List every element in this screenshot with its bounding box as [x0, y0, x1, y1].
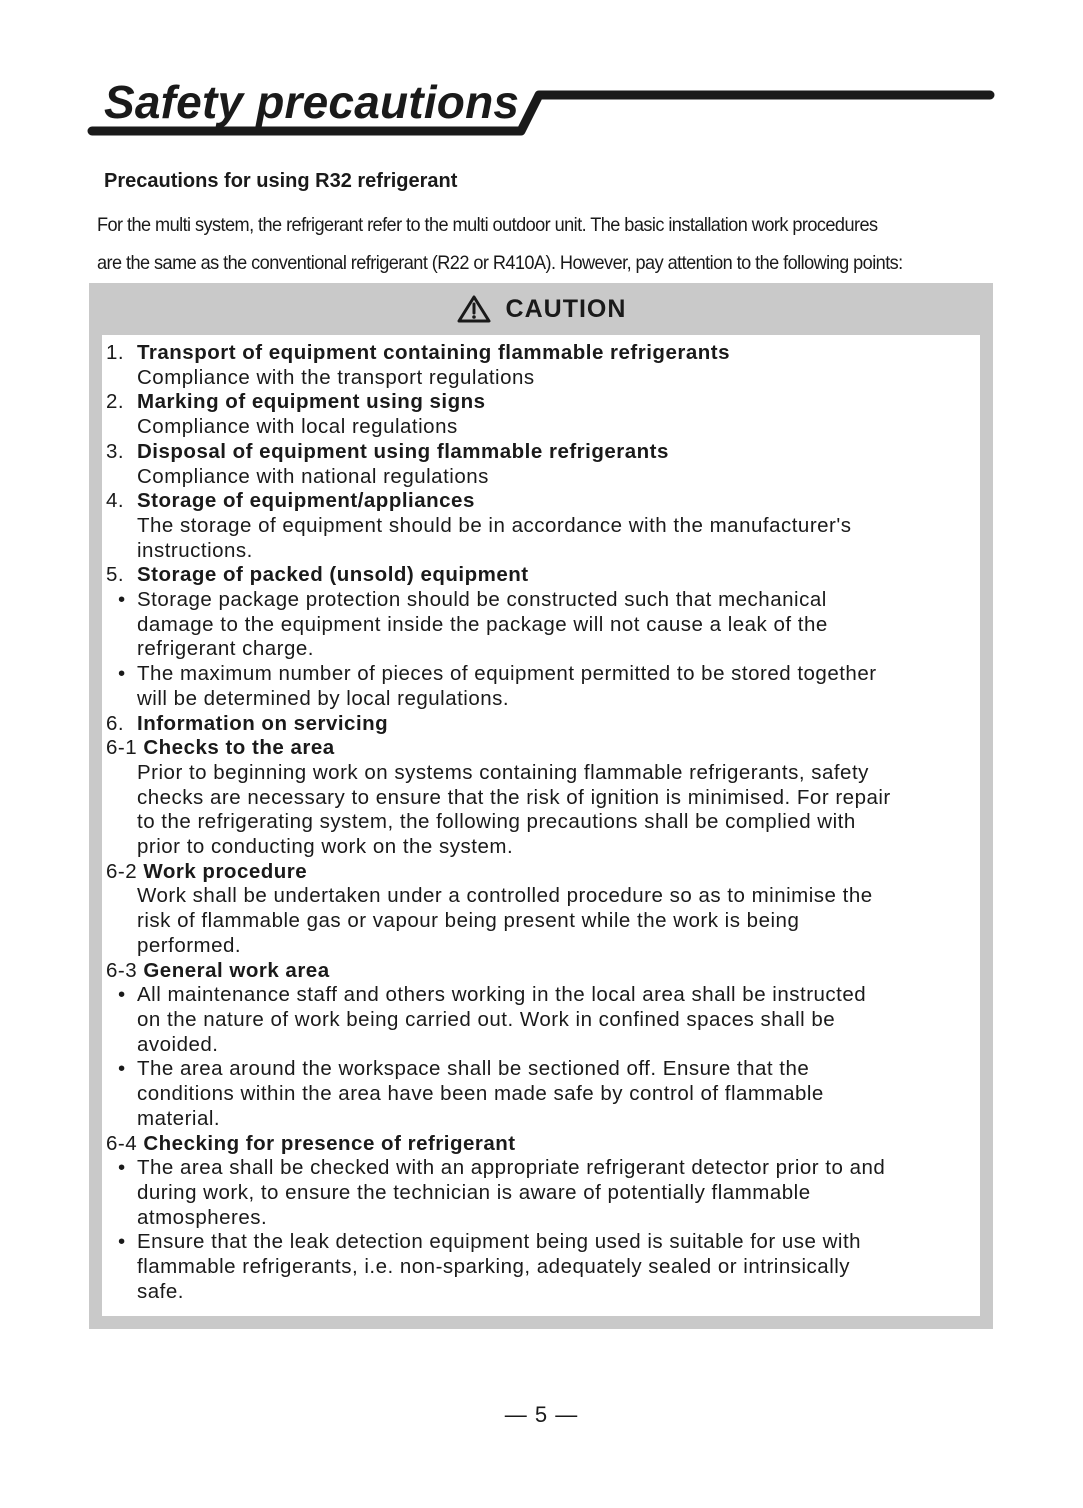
sub-item-heading [106, 1132, 976, 1157]
bullet-text: avoided. [137, 1032, 219, 1056]
sub-item-number: 6-4 [106, 1131, 138, 1155]
item-text: instructions. [137, 538, 253, 562]
bullet-icon: • [118, 983, 126, 1007]
precaution-list [106, 341, 976, 1304]
item-title: Storage of packed (unsold) equipment [137, 563, 529, 587]
bullet-item [106, 662, 976, 711]
item-title: Marking of equipment using signs [137, 390, 486, 414]
caution-box [89, 283, 993, 1329]
item-title: Storage of equipment/appliances [137, 489, 475, 513]
item-number: 2. [106, 390, 125, 414]
caution-label: CAUTION [505, 294, 627, 323]
bullet-text: during work, to ensure the technician is aware of potentially flammable [137, 1180, 811, 1204]
bullet-item [106, 1156, 976, 1230]
sub-item-number: 6-2 [106, 859, 138, 883]
intro-line: are the same as the conventional refrigerant (R22 or R410A). However, pay attention to the following points: [97, 252, 903, 274]
sub-item-text: risk of flammable gas or vapour being present while the work is being [137, 909, 800, 933]
item-text: Compliance with national regulations [137, 464, 489, 488]
item-text: Compliance with the transport regulations [137, 365, 535, 389]
bullet-item [106, 1230, 976, 1304]
list-item [106, 341, 976, 390]
item-number: 4. [106, 489, 125, 513]
sub-item-heading [106, 736, 976, 761]
bullet-icon: • [118, 1230, 126, 1254]
bullet-text: Ensure that the leak detection equipment being used is suitable for use with [137, 1230, 862, 1254]
bullet-icon: • [118, 662, 126, 686]
page-title: Safety precautions [104, 76, 520, 128]
bullet-text: flammable refrigerants, i.e. non-sparking, adequately sealed or intrinsically [137, 1255, 851, 1279]
caution-content [102, 335, 980, 1316]
sub-item-text: checks are necessary to ensure that the risk of ignition is minimised. For repair [137, 785, 891, 809]
list-item [106, 712, 976, 737]
bullet-icon: • [118, 1057, 126, 1081]
item-text: Compliance with local regulations [137, 415, 458, 439]
bullet-text: safe. [137, 1279, 184, 1303]
bullet-text: atmospheres. [137, 1205, 268, 1229]
bullet-text: damage to the equipment inside the package will not cause a leak of the [137, 612, 828, 636]
bullet-text: The area shall be checked with an appropriate refrigerant detector prior to and [137, 1156, 886, 1180]
list-item [106, 563, 976, 588]
bullet-text: The maximum number of pieces of equipment permitted to be stored together [137, 662, 877, 686]
item-number: 6. [106, 711, 125, 735]
item-title: Information on servicing [137, 711, 389, 735]
sub-item-heading [106, 860, 976, 885]
sub-item-title: Checking for presence of refrigerant [143, 1131, 516, 1155]
sub-item-title: Checks to the area [143, 736, 335, 760]
sub-item-body [106, 761, 976, 860]
sub-item-number: 6-1 [106, 736, 138, 760]
bullet-icon: • [118, 588, 126, 612]
bullet-text: on the nature of work being carried out. Work in confined spaces shall be [137, 1007, 836, 1031]
sub-item-title: General work area [143, 958, 330, 982]
item-title: Transport of equipment containing flammable refrigerants [137, 341, 730, 364]
sub-item-text: prior to conducting work on the system. [137, 835, 514, 859]
bullet-text: will be determined by local regulations. [137, 686, 510, 710]
page-number: — 5 — [504, 1402, 579, 1427]
sub-item-heading [106, 959, 976, 984]
caution-header [89, 283, 993, 335]
item-number: 3. [106, 439, 125, 463]
bullet-text: material. [137, 1106, 221, 1130]
bullet-text: The area around the workspace shall be sectioned off. Ensure that the [137, 1057, 810, 1081]
sub-item-text: Work shall be undertaken under a controlled procedure so as to minimise the [137, 884, 873, 908]
sub-item-number: 6-3 [106, 958, 138, 982]
sub-item-body [106, 884, 976, 958]
bullet-item [106, 588, 976, 662]
bullet-text: refrigerant charge. [137, 637, 315, 661]
bullet-text: All maintenance staff and others working in the local area shall be instructed [137, 983, 867, 1007]
bullet-text: Storage package protection should be constructed such that mechanical [137, 588, 827, 612]
sub-item-text: Prior to beginning work on systems containing flammable refrigerants, safety [137, 760, 869, 784]
intro-line: For the multi system, the refrigerant refer to the multi outdoor unit. The basic installation work procedures [97, 214, 878, 236]
item-number: 1. [106, 341, 125, 364]
item-text: The storage of equipment should be in accordance with the manufacturer's [137, 513, 852, 537]
sub-item-text: performed. [137, 933, 242, 957]
bullet-item [106, 1057, 976, 1131]
sub-item-text: to the refrigerating system, the following precautions shall be complied with [137, 810, 856, 834]
list-item [106, 489, 976, 563]
warning-triangle-icon [456, 294, 492, 324]
section-subheading: Precautions for using R32 refrigerant [104, 170, 458, 192]
item-title: Disposal of equipment using flammable refrigerants [137, 439, 669, 463]
list-item [106, 440, 976, 489]
sub-item-title: Work procedure [143, 859, 308, 883]
list-item [106, 390, 976, 439]
bullet-text: conditions within the area have been made safe by control of flammable [137, 1082, 824, 1106]
bullet-icon: • [118, 1156, 126, 1180]
title-underline-rule [0, 0, 1083, 140]
intro-paragraph [97, 206, 934, 282]
item-number: 5. [106, 563, 125, 587]
bullet-item [106, 983, 976, 1057]
